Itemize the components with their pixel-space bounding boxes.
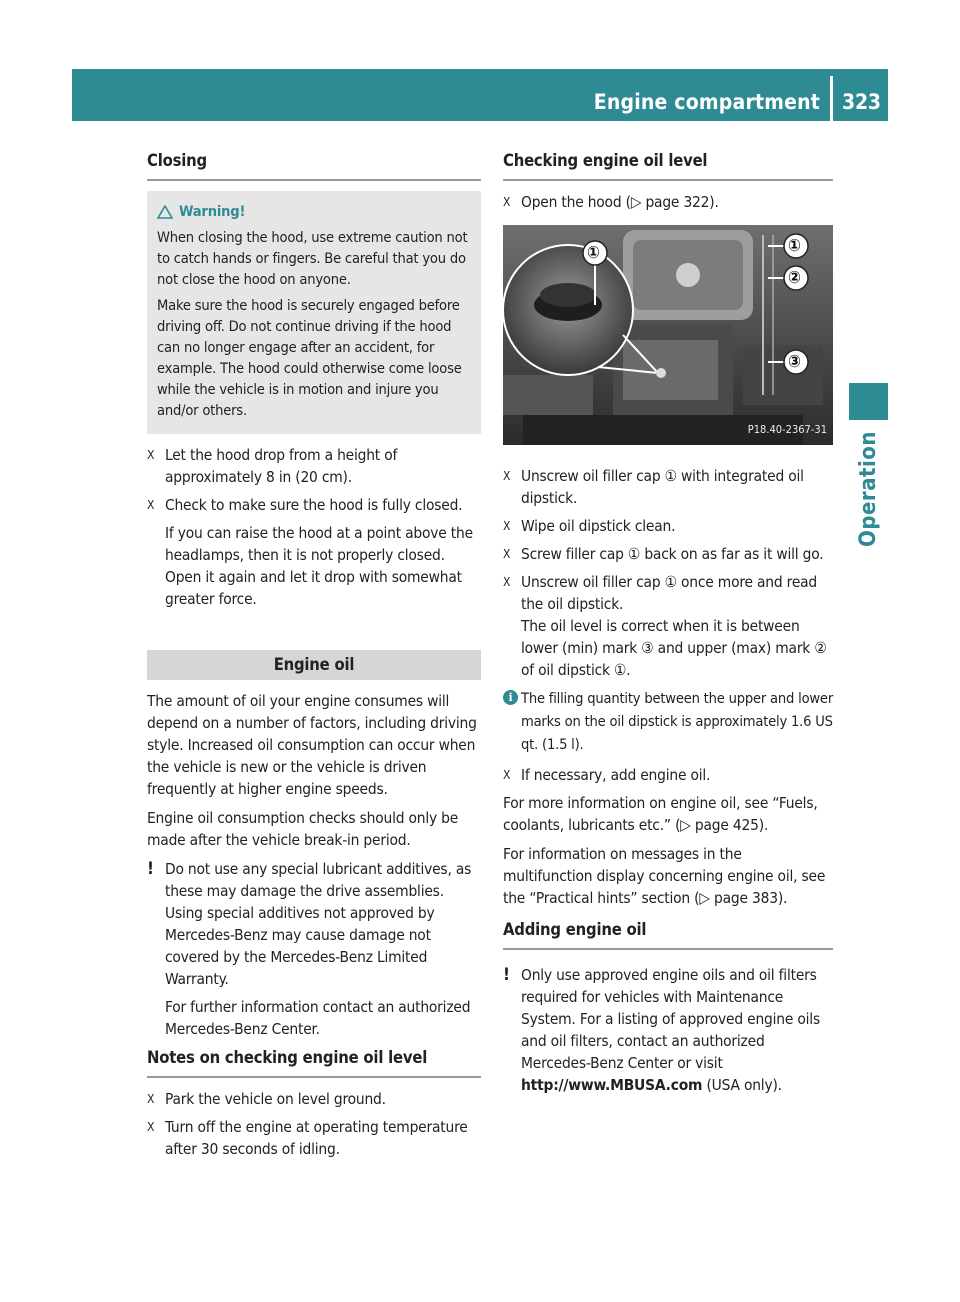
- engine-oil-paragraph-2: Engine oil consumption checks should only be made after the vehicle break-in period.: [147, 809, 459, 849]
- photo-code: P18.40-2367-31: [747, 423, 827, 436]
- step-item: [503, 465, 833, 509]
- right-column: [503, 150, 833, 1103]
- engine-compartment-photo: [503, 225, 833, 445]
- engine-photo-illustration: [503, 225, 833, 445]
- more-info-paragraph: For more information on engine oil, see “Fuels, coolants, lubricants etc.” (▷ page 425).: [503, 794, 818, 834]
- warning-text-2: Make sure the hood is securely engaged before driving off. Do not continue driving if the hood can no longer engage after an accident, for example. The hood could otherwise come loose while the vehicle is in motion and injure you and/or others.: [157, 297, 462, 419]
- step-text: Park the vehicle on level ground.: [165, 1090, 386, 1108]
- engine-oil-paragraph-1: The amount of oil your engine consumes will depend on a number of factors, including driving style. Increased oil consumption can occur when the vehicle is new or the vehicle is driven frequently at higher engine speeds.: [147, 692, 477, 798]
- adding-heading: Adding engine oil: [503, 919, 833, 950]
- callout-1-right: ①: [788, 236, 801, 256]
- exclamation-icon: !: [503, 965, 510, 985]
- step-arrow-icon: X: [503, 768, 511, 782]
- step-text: Wipe oil dipstick clean.: [521, 517, 676, 535]
- step-item: [147, 494, 481, 610]
- step-arrow-icon: X: [147, 1120, 155, 1134]
- step-item: [147, 1116, 481, 1160]
- left-column: [147, 150, 481, 1166]
- step-text: Unscrew oil filler cap ① with integrated oil dipstick.: [521, 467, 804, 507]
- warning-text-1: When closing the hood, use extreme caution not to catch hands or fingers. Be careful that you do not close the hood on anyone.: [157, 229, 468, 288]
- caution-note: [147, 858, 481, 1040]
- step-arrow-icon: X: [503, 575, 511, 589]
- step-arrow-icon: X: [503, 195, 511, 209]
- step-arrow-icon: X: [503, 547, 511, 561]
- callout-1: ①: [587, 243, 600, 263]
- info-icon: i: [503, 690, 518, 705]
- check-heading: Checking engine oil level: [503, 150, 833, 181]
- engine-oil-heading: Engine oil: [147, 650, 481, 680]
- step-item: [147, 444, 481, 488]
- step-item: [503, 543, 833, 565]
- step-text: If necessary, add engine oil.: [521, 766, 711, 784]
- step-subtext: If you can raise the hood at a point above the headlamps, then it is not properly closed. Open it again and let it drop with somewhat greater force.: [165, 524, 473, 608]
- warning-title-row: [157, 201, 471, 222]
- header-divider: [830, 76, 833, 121]
- side-label: [853, 431, 885, 547]
- step-text: Screw filler cap ① back on as far as it will go.: [521, 545, 824, 563]
- callout-2: ②: [788, 268, 801, 288]
- adding-note-pre: Only use approved engine oils and oil filters required for vehicles with Maintenance System. For a listing of approved engine oils and oil filters, contact an authorized Mercedes-Benz Center or visit: [521, 966, 820, 1072]
- closing-heading: Closing: [147, 150, 481, 181]
- step-text: Unscrew oil filler cap ① once more and read the oil dipstick.: [521, 573, 818, 613]
- note-text-2: For further information contact an authorized Mercedes-Benz Center.: [165, 998, 471, 1038]
- step-item: [503, 571, 833, 681]
- mbusa-link[interactable]: http://www.MBUSA.com: [521, 1076, 703, 1094]
- step-text: Turn off the engine at operating temperature after 30 seconds of idling.: [165, 1118, 468, 1158]
- step-item: [503, 764, 833, 786]
- step-text: Check to make sure the hood is fully closed.: [165, 496, 463, 514]
- warning-box: [147, 191, 481, 434]
- page-number: 323: [842, 90, 881, 114]
- step-arrow-icon: X: [147, 1092, 155, 1106]
- messages-info-paragraph: For information on messages in the multifunction display concerning engine oil, see the “Practical hints” section (▷ page 383).: [503, 845, 826, 907]
- adding-note-post: (USA only).: [702, 1076, 782, 1094]
- step-text: Let the hood drop from a height of approximately 8 in (20 cm).: [165, 446, 398, 486]
- warning-title: Warning!: [179, 203, 246, 220]
- step-arrow-icon: X: [503, 469, 511, 483]
- adding-note: [503, 964, 833, 1096]
- note-text-1: Do not use any special lubricant additives, as these may damage the drive assemblies. Using special additives not approved by Mercedes-Benz may cause damage not covered by the Mercedes-Benz Limited Warranty.: [165, 860, 472, 988]
- step-item: [503, 191, 833, 213]
- step-arrow-icon: X: [147, 448, 155, 462]
- step-item: [147, 1088, 481, 1110]
- step-arrow-icon: X: [147, 498, 155, 512]
- step-item: [503, 515, 833, 537]
- info-text: The filling quantity between the upper and lower marks on the oil dipstick is approximately 1.6 US qt. (1.5 l).: [521, 690, 834, 753]
- header-title: Engine compartment: [593, 90, 820, 114]
- info-note: [503, 687, 833, 756]
- step-arrow-icon: X: [503, 519, 511, 533]
- warning-triangle-icon: [157, 205, 173, 219]
- side-tab: [849, 383, 888, 420]
- step-text: Open the hood (▷ page 322).: [521, 193, 719, 211]
- exclamation-icon: !: [147, 859, 154, 879]
- side-label-text: Operation: [856, 431, 881, 547]
- callout-3: ③: [788, 352, 801, 372]
- step-subtext: The oil level is correct when it is between lower (min) mark ③ and upper (max) mark ② of oil dipstick ①.: [521, 617, 827, 679]
- notes-heading: Notes on checking engine oil level: [147, 1047, 481, 1078]
